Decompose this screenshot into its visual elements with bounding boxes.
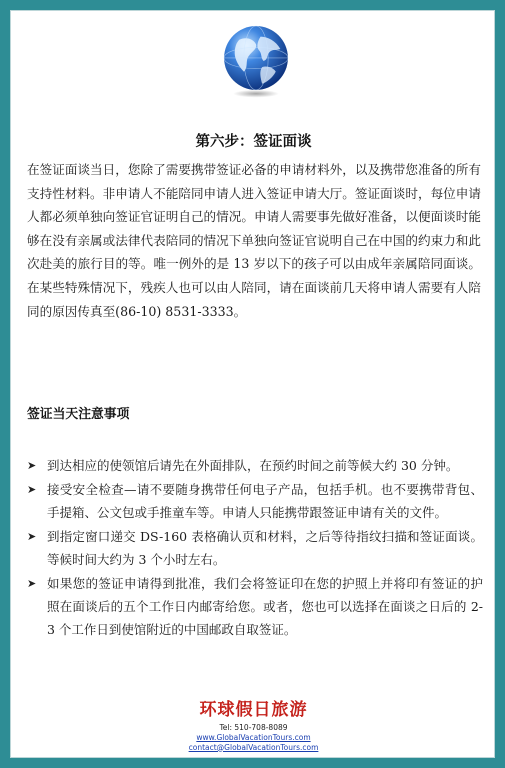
document-page: [10, 10, 495, 758]
list-item-text: 到达相应的使领馆后请先在外面排队，在预约时间之前等候大约 30 分钟。: [47, 458, 459, 473]
list-item-text: 如果您的签证申请得到批准，我们会将签证印在您的护照上并将印有签证的护照在面谈后的五个工作日内邮寄给您。或者，您也可以选择在面谈之日后的 2-3 个工作日到使馆附近的中国邮政自取签证。: [47, 576, 483, 637]
brand-logo-text: 环球假日旅游: [199, 700, 308, 720]
website-link[interactable]: www.GlobalVacationTours.com: [196, 733, 311, 742]
footer: [11, 699, 496, 752]
phone-number: Tel: 510-708-8089: [219, 723, 288, 732]
list-item: [27, 478, 483, 524]
list-item: [27, 525, 483, 571]
email-link[interactable]: contact@GlobalVacationTours.com: [188, 742, 319, 752]
arrow-bullet-icon: ➤: [27, 577, 37, 590]
arrow-bullet-icon: ➤: [27, 459, 37, 472]
intro-paragraph: 在签证面谈当日，您除了需要携带签证必备的申请材料外，以及携带您准备的所有支持性材料。非申请人不能陪同申请人进入签证申请大厅。签证面谈时，每位申请人都必须单独向签证官证明自己的情况。申请人需要事先做好准备，以便面谈时能够在没有亲属或法律代表陪同的情况下单独向签证官说明自己在中国的约束力和此次赴美的旅行目的等。唯一例外的是 13 岁以下的孩子可以由成年亲属陪同面谈。在某些特殊情况下，残疾人也可以由人陪同，请在面谈前几天将申请人需要有人陪同的原因传真至(86-10) 8531-3333。: [27, 162, 481, 319]
section-heading: 签证当天注意事项: [27, 407, 130, 422]
list-item: [27, 572, 483, 641]
globe-icon: [218, 23, 294, 99]
list-item: [27, 454, 483, 477]
list-item-text: 接受安全检查—请不要随身携带任何电子产品，包括手机。也不要携带背包、手提箱、公文包或手推童车等。申请人只能携带跟签证申请有关的文件。: [47, 482, 483, 520]
page-title: 第六步：签证面谈: [195, 133, 312, 150]
arrow-bullet-icon: ➤: [27, 483, 37, 496]
list-item-text: 到指定窗口递交 DS-160 表格确认页和材料，之后等待指纹扫描和签证面谈。等候时间大约为 3 个小时左右。: [47, 529, 483, 567]
arrow-bullet-icon: ➤: [27, 530, 37, 543]
notice-list: [27, 454, 483, 642]
